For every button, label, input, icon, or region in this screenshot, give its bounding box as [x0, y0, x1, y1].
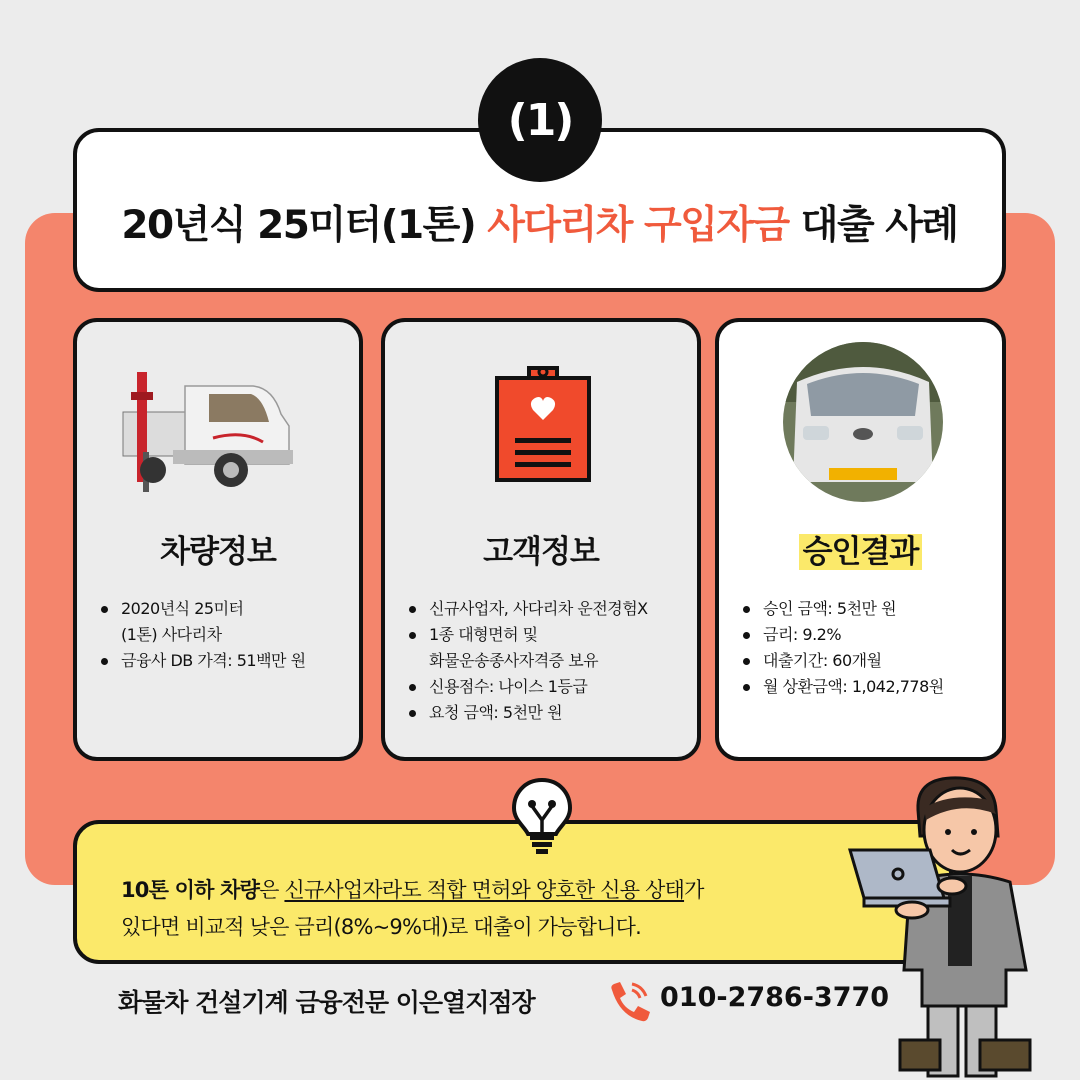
list-item: 요청 금액: 5천만 원 — [409, 700, 691, 726]
approval-result-list — [743, 596, 996, 700]
list-item: 금융사 DB 가격: 51백만 원 — [101, 648, 353, 674]
person-laptop-illustration — [840, 770, 1040, 1080]
list-item: 승인 금액: 5천만 원 — [743, 596, 996, 622]
card-title-customer: 고객정보 — [483, 534, 599, 570]
vehicle-photo — [783, 342, 943, 502]
list-item: 금리: 9.2% — [743, 622, 996, 648]
note-bold: 10톤 이하 차량 — [121, 878, 260, 902]
phone-number[interactable]: 010-2786-3770 — [660, 982, 890, 1013]
list-item: 신규사업자, 사다리차 운전경험X — [409, 596, 691, 622]
clipboard-heart-icon — [493, 364, 593, 484]
phone-icon — [606, 980, 652, 1024]
list-item: 1종 대형면허 및 화물운송종사자격증 보유 — [409, 622, 691, 674]
footer-label: 화물차 건설기계 금융전문 이은열지점장 — [118, 988, 535, 1017]
lightbulb-icon — [510, 776, 574, 856]
title-part1: 20년식 25미터(1톤) — [121, 203, 488, 248]
card-title-approval: 승인결과 — [719, 526, 1002, 571]
list-item: 월 상환금액: 1,042,778원 — [743, 674, 996, 700]
note-text: 10톤 이하 차량은 신규사업자라도 적합 면허와 양호한 신용 상태가 있다면 비교적 낮은 금리(8%~9%대)로 대출이 가능합니다. — [121, 878, 704, 939]
vehicle-info-card — [73, 318, 363, 761]
list-item: 대출기간: 60개월 — [743, 648, 996, 674]
title-accent: 사다리차 구입자금 — [487, 203, 789, 248]
title-part2: 대출 사례 — [788, 203, 958, 248]
card-title-vehicle: 차량정보 — [160, 534, 276, 570]
approval-result-card — [715, 318, 1006, 761]
note-underlined: 신규사업자라도 적합 면허와 양호한 신용 상태 — [284, 878, 685, 902]
list-item: 2020년식 25미터 (1톤) 사다리차 — [101, 596, 353, 648]
customer-info-list — [409, 596, 691, 726]
list-item: 신용점수: 나이스 1등급 — [409, 674, 691, 700]
vehicle-info-list — [101, 596, 353, 674]
page-title — [121, 194, 957, 250]
case-number-badge: (1) — [478, 58, 602, 182]
ladder-truck-image — [113, 352, 303, 502]
customer-info-card — [381, 318, 701, 761]
